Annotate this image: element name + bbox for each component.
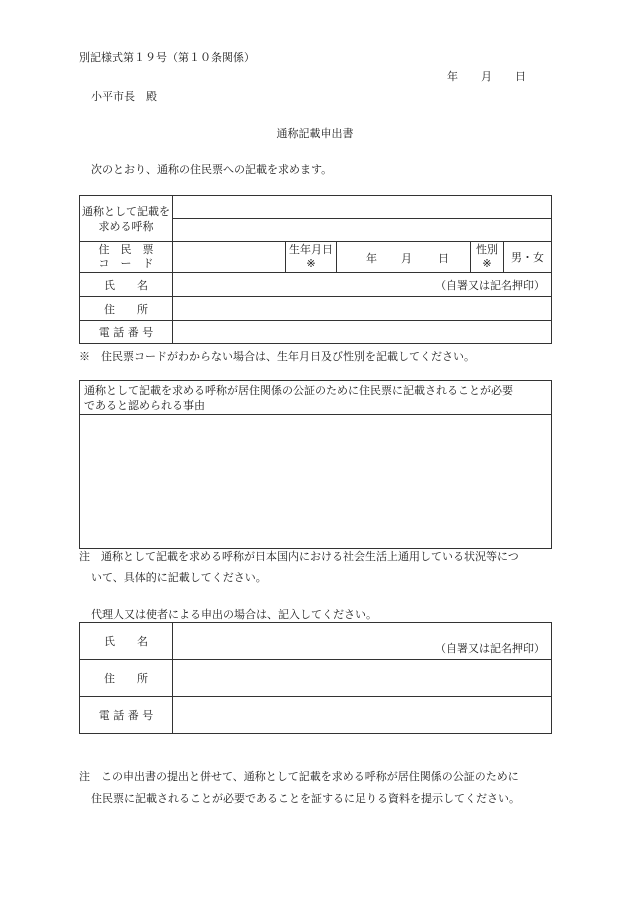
birthdate-label-line2: ※	[306, 257, 316, 270]
applicant-table	[79, 195, 552, 344]
birthdate-field[interactable]	[337, 242, 471, 273]
resident-code-label-line2: コ ー ド	[98, 257, 154, 270]
reason-note-line1: 注 通称として記載を求める呼称が日本国内における社会生活上通用している状況等につ	[79, 550, 519, 563]
final-note-line2: 住民票に記載されることが必要であることを証するに足りる資料を提示してください。	[91, 792, 520, 805]
alias-label-line1: 通称として記載を	[82, 204, 170, 218]
alias-kana-field[interactable]	[173, 196, 552, 219]
form-number: 別記様式第１９号（第１０条関係）	[79, 51, 255, 64]
agent-table	[79, 622, 552, 734]
sex-label-line2: ※	[482, 257, 492, 270]
reason-text-area[interactable]	[80, 415, 551, 548]
alias-field[interactable]	[173, 219, 552, 242]
applicant-signature-note: （自署又は記名押印）	[435, 278, 546, 292]
birth-year-label: 年	[366, 252, 377, 265]
reason-header-line1: 通称として記載を求める呼称が居住関係の公証のために住民票に記載されることが必要	[84, 384, 513, 397]
reason-note-line2: いて、具体的に記載してください。	[91, 571, 267, 584]
birth-month-label: 月	[401, 252, 412, 265]
agent-address-field[interactable]	[173, 660, 552, 697]
agent-heading: 代理人又は使者による申出の場合は、記入してください。	[91, 608, 377, 621]
agent-phone-label: 電 話 番 号	[80, 697, 173, 734]
alias-label-line2: 求める呼称	[98, 219, 154, 233]
date-day-label: 日	[515, 70, 526, 83]
date-month-label: 月	[481, 70, 492, 83]
resident-code-label-line1: 住 民 票	[98, 243, 154, 256]
applicant-name-label: 氏 名	[80, 273, 173, 297]
agent-name-label: 氏 名	[80, 623, 173, 660]
resident-code-field[interactable]	[173, 242, 286, 273]
agent-address-label: 住 所	[80, 660, 173, 697]
reason-header	[80, 381, 551, 415]
birthdate-label-cell	[286, 242, 337, 273]
birthdate-label-line1: 生年月日	[289, 243, 333, 256]
alias-label-cell	[80, 196, 173, 242]
resident-code-label-cell	[80, 242, 173, 273]
sex-label-cell	[471, 242, 504, 273]
birth-day-label: 日	[438, 252, 449, 265]
final-note-line1: 注 この申出書の提出と併せて、通称として記載を求める呼称が居住関係の公証のために	[79, 770, 519, 783]
applicant-phone-field[interactable]	[173, 321, 552, 344]
sex-choice[interactable]: 男・女	[504, 242, 552, 273]
date-year-label: 年	[447, 70, 458, 83]
applicant-address-field[interactable]	[173, 297, 552, 321]
page-title: 通称記載申出書	[276, 127, 354, 140]
agent-signature-note: （自署又は記名押印）	[435, 642, 545, 655]
applicant-name-field[interactable]	[173, 273, 552, 297]
agent-phone-field[interactable]	[173, 697, 552, 734]
applicant-phone-label: 電 話 番 号	[80, 321, 173, 344]
sex-label-line1: 性別	[476, 243, 498, 256]
addressee: 小平市長 殿	[91, 90, 157, 103]
applicant-address-label: 住 所	[80, 297, 173, 321]
intro-text: 次のとおり、通称の住民票への記載を求めます。	[91, 163, 333, 176]
reason-box	[79, 380, 552, 549]
resident-code-note: ※ 住民票コードがわからない場合は、生年月日及び性別を記載してください。	[79, 350, 475, 363]
agent-name-field[interactable]	[173, 623, 552, 660]
reason-header-line2: であると認められる事由	[84, 399, 205, 412]
